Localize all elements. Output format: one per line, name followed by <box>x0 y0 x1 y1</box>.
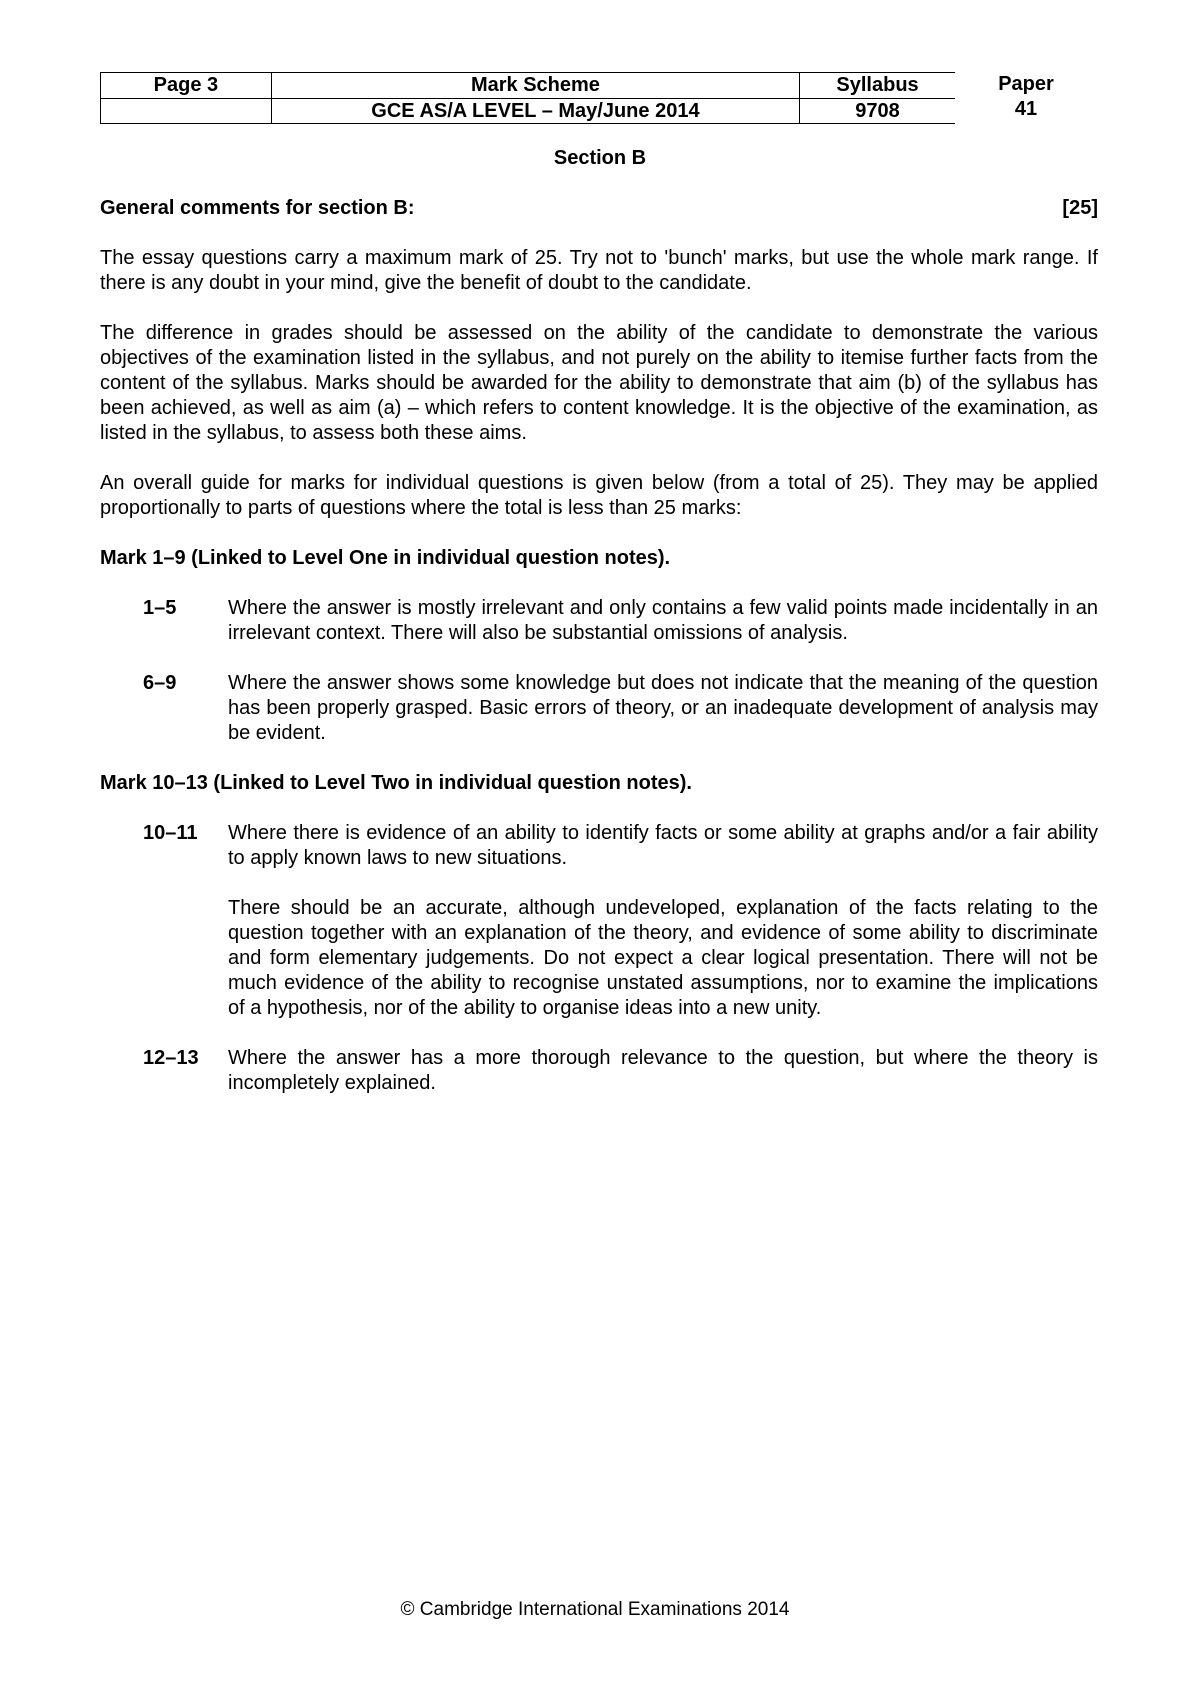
section-title: Section B <box>553 147 647 169</box>
document-page <box>100 72 1098 1096</box>
mark-band-range: 10–11 <box>143 822 198 844</box>
header-grid <box>100 72 955 124</box>
document-title: Mark Scheme <box>271 73 799 99</box>
mark-band-description: Where the answer shows some knowledge but does not indicate that the meaning of the question has been properly grasped. Basic errors of theory, or an inadequate development of analysis may be evident. <box>228 672 1098 744</box>
mark-band-text <box>228 821 1098 1021</box>
exam-name: GCE AS/A LEVEL – May/June 2014 <box>271 98 799 124</box>
general-comments-heading-row <box>100 196 1098 221</box>
paragraph: The essay questions carry a maximum mark of 25. Try not to 'bunch' marks, but use the whole mark range. If there is any doubt in your mind, give the benefit of doubt to the candidate. <box>100 247 1098 294</box>
mark-band-description: There should be an accurate, although undeveloped, explanation of the facts relating to the question together with an explanation of the theory, and evidence of some ability to discriminate and form elementary judgements. Do not expect a clear logical presentation. There will not be much evidence of the ability to recognise unstated assumptions, nor to examine the implications of a hypothesis, nor of the ability to organise ideas into a new unity. <box>228 897 1098 1019</box>
mark-band-text <box>228 1046 1098 1096</box>
mark-band-text <box>228 671 1098 746</box>
paper-column <box>955 72 1097 122</box>
mark-band-range: 1–5 <box>143 597 177 619</box>
paper-label: Paper <box>998 73 1054 95</box>
mark-band-description: Where the answer has a more thorough relevance to the question, but where the theory is incompletely explained. <box>228 1047 1098 1094</box>
mark-band-description: Where there is evidence of an ability to identify facts or some ability at graphs and/or a fair ability to apply known laws to new situations. <box>228 822 1098 869</box>
level-one-heading: Mark 1–9 (Linked to Level One in individual question notes). <box>100 547 671 569</box>
header-table <box>100 72 1098 126</box>
general-comments-heading: General comments for section B: <box>100 197 415 219</box>
paper-number: 41 <box>1014 98 1038 120</box>
total-marks: [25] <box>1062 197 1098 219</box>
paragraph: An overall guide for marks for individual questions is given below (from a total of 25). They may be applied proportionally to parts of questions where the total is less than 25 marks: <box>100 472 1098 519</box>
mark-band-range: 6–9 <box>143 672 177 694</box>
syllabus-label: Syllabus <box>800 73 955 99</box>
paragraph: The difference in grades should be assessed on the ability of the candidate to demonstrate the various objectives of the examination listed in the syllabus, and not purely on the ability to itemise further facts from the content of the syllabus. Marks should be awarded for the ability to demonstrate that aim (b) of the syllabus has been achieved, as well as aim (a) – which refers to content knowledge. It is the objective of the examination, as listed in the syllabus, to assess both these aims. <box>100 322 1098 444</box>
copyright-footer: © Cambridge International Examinations 2014 <box>400 1599 790 1620</box>
mark-band <box>100 1046 1098 1096</box>
level-two-heading: Mark 10–13 (Linked to Level Two in individual question notes). <box>100 772 692 794</box>
mark-band-description: Where the answer is mostly irrelevant and only contains a few valid points made incidentally in an irrelevant context. There will also be substantial omissions of analysis. <box>228 597 1098 644</box>
header-empty-cell <box>101 98 272 124</box>
syllabus-code: 9708 <box>800 98 955 124</box>
mark-band-text <box>228 596 1098 646</box>
mark-band <box>100 596 1098 646</box>
page-label: Page 3 <box>101 73 272 99</box>
mark-band-range: 12–13 <box>143 1047 199 1069</box>
mark-band <box>100 671 1098 746</box>
mark-band <box>100 821 1098 1021</box>
